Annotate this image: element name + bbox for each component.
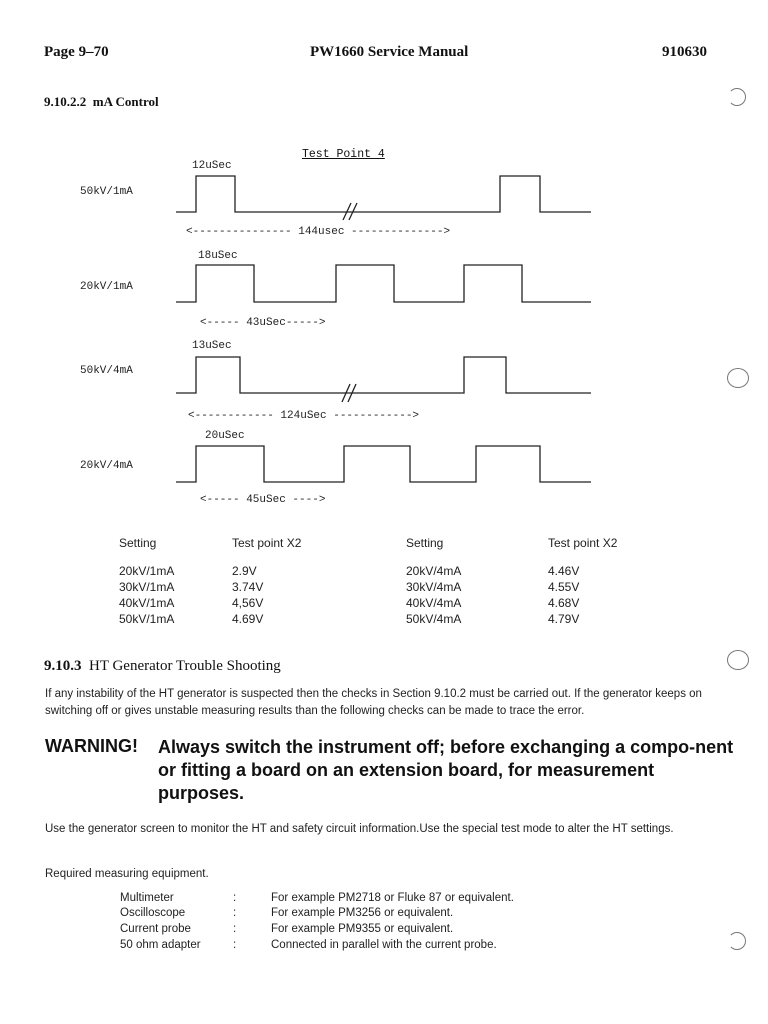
pulse-width-label: 12uSec	[192, 160, 232, 172]
table-cell: 4.79V	[548, 612, 580, 626]
pulse-width-label: 18uSec	[198, 250, 238, 262]
section-heading-ht-trouble	[44, 658, 281, 675]
punch-hole-icon	[727, 368, 749, 388]
warning-text: Always switch the instrument off; before exchanging a compo-nent or fitting a board on an extension board, for measurement purposes.	[158, 737, 734, 803]
table-cell: 40kV/1mA	[119, 596, 175, 610]
equipment-separator: :	[233, 939, 237, 951]
table-header: Test point X2	[548, 536, 618, 550]
table-cell: 50kV/1mA	[119, 612, 175, 626]
table-header: Test point X2	[232, 536, 302, 550]
punch-hole-icon	[728, 88, 746, 106]
table-cell: 20kV/4mA	[406, 564, 462, 578]
table-header: Setting	[406, 536, 444, 550]
instability-paragraph: If any instability of the HT generator is suspected then the checks in Section 9.10.2 must be carried out. If the generator keeps on switching off or gives unstable measuring results than the following checks can be made to trace the error.	[45, 688, 702, 717]
table-cell: 4.55V	[548, 580, 580, 594]
table-cell: 4,56V	[232, 596, 264, 610]
table-header: Setting	[119, 536, 157, 550]
table-cell: 50kV/4mA	[406, 612, 462, 626]
section-number: 9.10.2.2	[44, 94, 87, 109]
equipment-separator: :	[233, 892, 237, 904]
waveform-label: 20kV/1mA	[80, 281, 133, 293]
equipment-description: Connected in parallel with the current probe.	[271, 939, 497, 951]
waveform-label: 20kV/4mA	[80, 460, 133, 472]
table-cell: 30kV/1mA	[119, 580, 175, 594]
waveform-50kv-4ma	[176, 357, 591, 393]
document-code: 910630	[662, 44, 707, 60]
section-title: HT Generator Trouble Shooting	[89, 658, 281, 674]
waveform-label: 50kV/4mA	[80, 365, 133, 377]
equipment-name: Multimeter	[120, 892, 174, 904]
section-title: mA Control	[92, 94, 159, 109]
pulse-width-label: 13uSec	[192, 340, 232, 352]
generator-screen-paragraph: Use the generator screen to monitor the HT and safety circuit information.Use the special test mode to alter the HT settings.	[45, 823, 674, 835]
pulse-width-label: 20uSec	[205, 430, 245, 442]
period-label: <------------ 124uSec ------------>	[188, 410, 420, 422]
equipment-separator: :	[233, 907, 237, 919]
scope-title: Test Point 4	[302, 148, 385, 161]
equipment-name: 50 ohm adapter	[120, 939, 201, 951]
table-cell: 4.46V	[548, 564, 580, 578]
table-cell: 2.9V	[232, 564, 257, 578]
waveform-50kv-1ma	[176, 176, 591, 212]
equipment-separator: :	[233, 923, 237, 935]
period-label: <----- 43uSec----->	[200, 317, 326, 329]
manual-title: PW1660 Service Manual	[310, 44, 469, 60]
page-number: Page 9–70	[44, 44, 109, 60]
required-equipment-label: Required measuring equipment.	[45, 868, 209, 880]
equipment-name: Current probe	[120, 923, 191, 935]
table-cell: 4.69V	[232, 612, 264, 626]
equipment-description: For example PM2718 or Fluke 87 or equivalent.	[271, 892, 514, 904]
table-cell: 20kV/1mA	[119, 564, 175, 578]
period-label: <----- 45uSec ---->	[200, 494, 326, 506]
table-cell: 4.68V	[548, 596, 580, 610]
equipment-description: For example PM9355 or equivalent.	[271, 923, 454, 935]
waveform-20kv-1ma	[176, 265, 591, 302]
warning-label: WARNING!	[45, 736, 138, 756]
equipment-description: For example PM3256 or equivalent.	[271, 907, 454, 919]
equipment-name: Oscilloscope	[120, 907, 186, 919]
table-cell: 30kV/4mA	[406, 580, 462, 594]
table-cell: 40kV/4mA	[406, 596, 462, 610]
waveform-label: 50kV/1mA	[80, 186, 133, 198]
period-label: <--------------- 144usec -------------->	[186, 226, 451, 238]
waveform-20kv-4ma	[176, 446, 591, 482]
punch-hole-icon	[728, 932, 746, 950]
table-cell: 3.74V	[232, 580, 264, 594]
section-number: 9.10.3	[44, 658, 82, 674]
punch-hole-icon	[727, 650, 749, 670]
